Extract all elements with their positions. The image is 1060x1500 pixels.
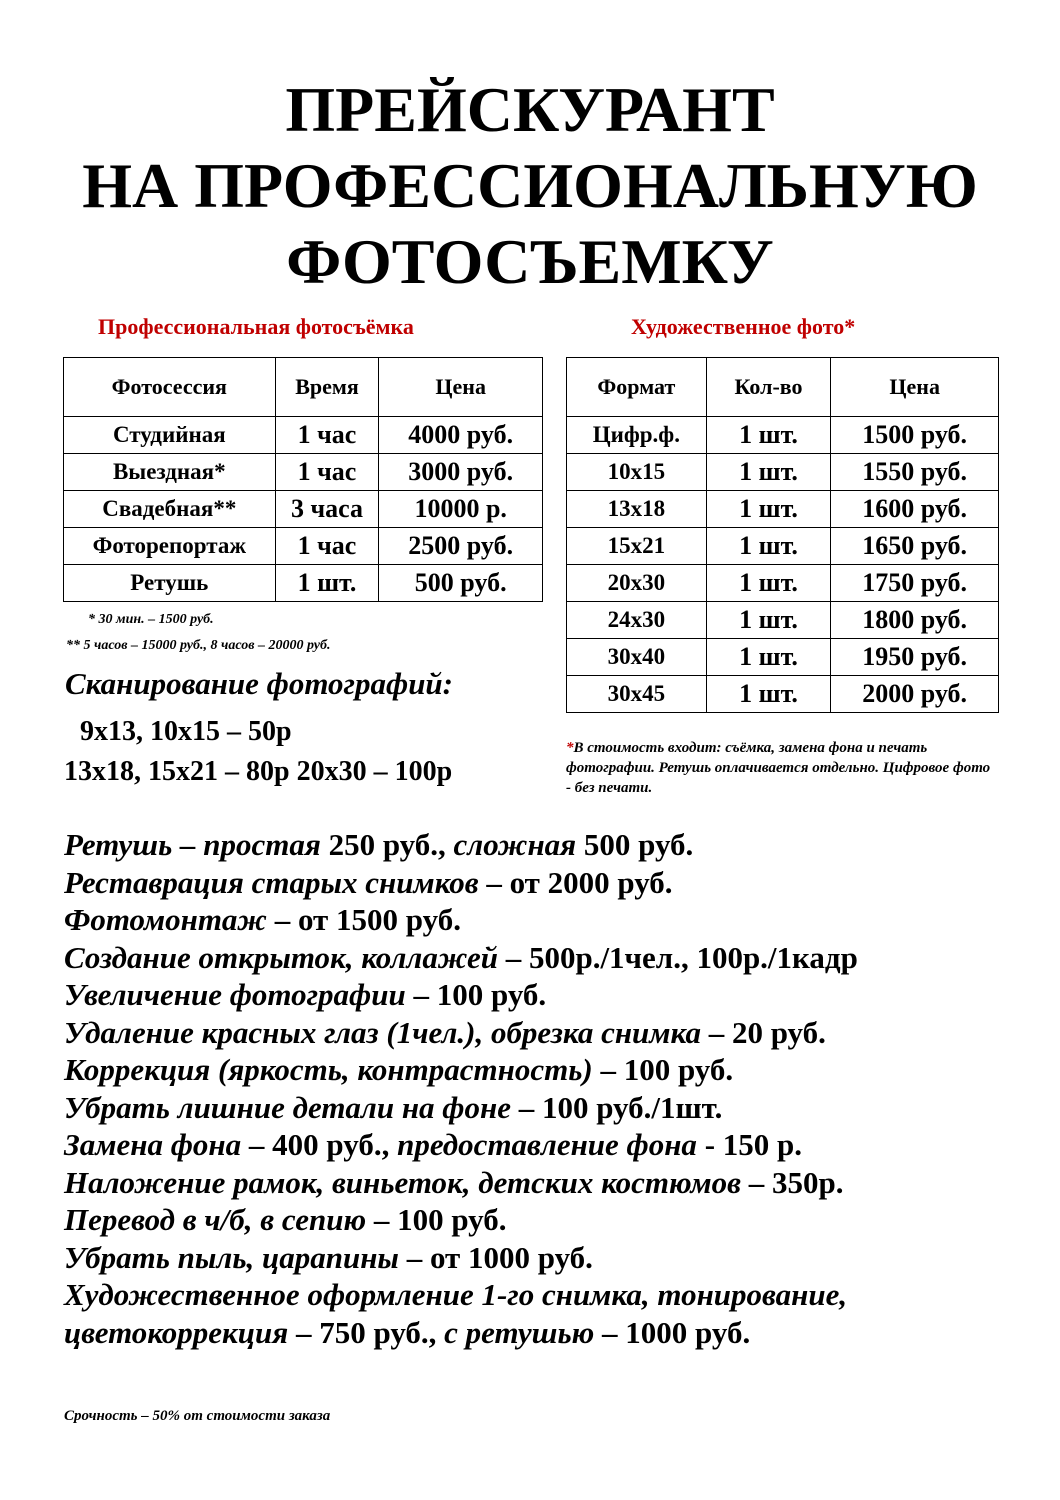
page-title xyxy=(0,72,1060,300)
title-line-1: ПРЕЙСКУРАНТ xyxy=(285,74,775,145)
format-cell: Цифр.ф. xyxy=(567,417,707,454)
table-row xyxy=(567,454,999,491)
service-price: – от 1500 руб. xyxy=(266,902,461,937)
price-cell: 1750 руб. xyxy=(831,565,999,602)
service-name: Замена фона xyxy=(64,1127,242,1162)
session-price: 10000 р. xyxy=(379,491,543,528)
table-row xyxy=(567,676,999,713)
service-price: – от 1000 руб. xyxy=(398,1239,593,1275)
service-item xyxy=(64,1239,1024,1277)
footnote-single-star: * 30 мин. – 1500 руб. xyxy=(88,612,214,627)
professional-heading: Профессиональная фотосъёмка xyxy=(98,314,414,339)
table-row xyxy=(567,417,999,454)
table-row xyxy=(567,528,999,565)
service-name: Коррекция (яркость, контрастность) xyxy=(64,1052,593,1087)
quantity-cell: 1 шт. xyxy=(706,676,831,713)
service-name-extra: с ретушью xyxy=(444,1314,595,1350)
session-time: 1 шт. xyxy=(275,565,379,602)
service-price: – 20 руб. xyxy=(700,1014,826,1050)
service-price: – 100 руб. xyxy=(405,977,547,1012)
quantity-cell: 1 шт. xyxy=(706,417,831,454)
quantity-cell: 1 шт. xyxy=(706,491,831,528)
table-row xyxy=(567,565,999,602)
service-item xyxy=(64,901,1024,939)
price-cell: 1800 руб. xyxy=(831,602,999,639)
service-price: – 100 руб. xyxy=(366,1202,507,1237)
session-price: 500 руб. xyxy=(379,565,543,602)
price-cell: 2000 руб. xyxy=(831,676,999,713)
price-cell: 1500 руб. xyxy=(831,417,999,454)
service-item xyxy=(64,976,1024,1014)
session-name: Ретушь xyxy=(64,565,276,602)
table-row xyxy=(64,528,543,565)
service-name: Перевод в ч/б, в сепию xyxy=(64,1202,367,1237)
service-name: Убрать лишние детали на фоне xyxy=(64,1089,511,1125)
format-cell: 15х21 xyxy=(567,528,707,565)
session-price: 4000 руб. xyxy=(379,417,543,454)
column-header: Цена xyxy=(831,358,999,417)
table-row xyxy=(567,639,999,676)
service-item xyxy=(64,864,1024,902)
service-name: Реставрация старых снимков xyxy=(64,864,479,900)
service-name: Создание открыток, коллажей xyxy=(64,939,498,975)
table-row xyxy=(64,565,543,602)
service-name: Фотомонтаж xyxy=(64,902,267,937)
urgency-note: Срочность – 50% от стоимости заказа xyxy=(64,1408,331,1424)
session-name: Фоторепортаж xyxy=(64,528,276,565)
session-time: 1 час xyxy=(275,417,379,454)
session-price: 2500 руб. xyxy=(379,528,543,565)
service-item xyxy=(64,1201,1024,1239)
column-header: Фотосессия xyxy=(64,358,276,417)
scanning-line-2: 13х18, 15х21 – 80р 20х30 – 100р xyxy=(64,756,453,787)
session-time: 1 час xyxy=(275,528,379,565)
quantity-cell: 1 шт. xyxy=(706,602,831,639)
service-item xyxy=(64,826,1024,864)
service-name-extra: сложная xyxy=(453,827,577,862)
format-cell: 24х30 xyxy=(567,602,707,639)
format-cell: 30х45 xyxy=(567,676,707,713)
service-price: 250 руб., xyxy=(320,827,454,862)
service-name: Убрать пыль, царапины xyxy=(64,1239,399,1275)
table-row xyxy=(64,417,543,454)
professional-price-table xyxy=(63,357,543,602)
column-header: Цена xyxy=(379,358,543,417)
price-cell: 1950 руб. xyxy=(831,639,999,676)
session-price: 3000 руб. xyxy=(379,454,543,491)
service-name: Увеличение фотографии xyxy=(64,977,406,1012)
service-item xyxy=(64,939,1024,977)
scanning-title: Сканирование фотографий: xyxy=(65,666,453,701)
service-price: – 750 руб., xyxy=(288,1314,445,1350)
service-price-extra: - 150 р. xyxy=(696,1127,803,1162)
service-name-extra: предоставление фона xyxy=(397,1127,697,1162)
service-name: Ретушь – простая xyxy=(64,827,321,862)
service-name: цветокоррекция xyxy=(64,1314,289,1350)
service-item xyxy=(64,1014,1024,1052)
table-row xyxy=(567,602,999,639)
session-time: 1 час xyxy=(275,454,379,491)
session-name: Свадебная** xyxy=(64,491,276,528)
column-header: Формат xyxy=(567,358,707,417)
note-text: В стоимость входит: съёмка, замена фона и печать фотографии. Ретушь оплачивается отдельно. Цифровое фото - без печати. xyxy=(566,740,991,796)
table-header-row xyxy=(64,358,543,417)
table-row xyxy=(64,454,543,491)
artistic-price-table xyxy=(566,357,999,713)
table-row xyxy=(64,491,543,528)
service-price: – 400 руб., xyxy=(241,1127,398,1162)
format-cell: 10х15 xyxy=(567,454,707,491)
service-price-extra: 500 руб. xyxy=(576,827,694,862)
session-name: Студийная xyxy=(64,417,276,454)
service-price: – от 2000 руб. xyxy=(478,864,673,900)
service-name: Удаление красных глаз (1чел.), обрезка снимка xyxy=(64,1014,701,1050)
service-item xyxy=(64,1051,1024,1089)
price-cell: 1650 руб. xyxy=(831,528,999,565)
format-cell: 20х30 xyxy=(567,565,707,602)
price-cell: 1550 руб. xyxy=(831,454,999,491)
scanning-line-1: 9х13, 10х15 – 50р xyxy=(80,716,292,747)
service-name: Художественное оформление 1-го снимка, тонирование, xyxy=(64,1277,848,1312)
session-time: 3 часа xyxy=(275,491,379,528)
service-item xyxy=(64,1164,1024,1202)
services-list xyxy=(64,826,1024,1351)
service-name: Наложение рамок, виньеток, детских костюмов xyxy=(64,1164,742,1200)
service-price: – 500р./1чел., 100р./1кадр xyxy=(497,939,858,975)
service-item xyxy=(64,1314,1024,1352)
service-price: – 350р. xyxy=(741,1164,844,1200)
format-cell: 30х40 xyxy=(567,639,707,676)
quantity-cell: 1 шт. xyxy=(706,639,831,676)
service-item xyxy=(64,1276,1024,1314)
price-cell: 1600 руб. xyxy=(831,491,999,528)
service-price: – 100 руб./1шт. xyxy=(510,1089,723,1125)
service-item xyxy=(64,1089,1024,1127)
format-cell: 13х18 xyxy=(567,491,707,528)
table-header-row xyxy=(567,358,999,417)
artistic-heading: Художественное фото* xyxy=(631,314,856,339)
quantity-cell: 1 шт. xyxy=(706,454,831,491)
quantity-cell: 1 шт. xyxy=(706,565,831,602)
title-line-3: ФОТОСЪЕМКУ xyxy=(286,226,774,297)
note-star: * xyxy=(566,740,574,756)
service-price: – 100 руб. xyxy=(592,1052,734,1087)
column-header: Время xyxy=(275,358,379,417)
table-row xyxy=(567,491,999,528)
service-item xyxy=(64,1126,1024,1164)
column-header: Кол-во xyxy=(706,358,831,417)
title-line-2: НА ПРОФЕССИОНАЛЬНУЮ xyxy=(82,150,978,221)
artistic-note xyxy=(566,738,996,798)
quantity-cell: 1 шт. xyxy=(706,528,831,565)
service-price-extra: – 1000 руб. xyxy=(594,1314,751,1350)
footnote-double-star: ** 5 часов – 15000 руб., 8 часов – 20000 руб. xyxy=(66,638,331,653)
session-name: Выездная* xyxy=(64,454,276,491)
